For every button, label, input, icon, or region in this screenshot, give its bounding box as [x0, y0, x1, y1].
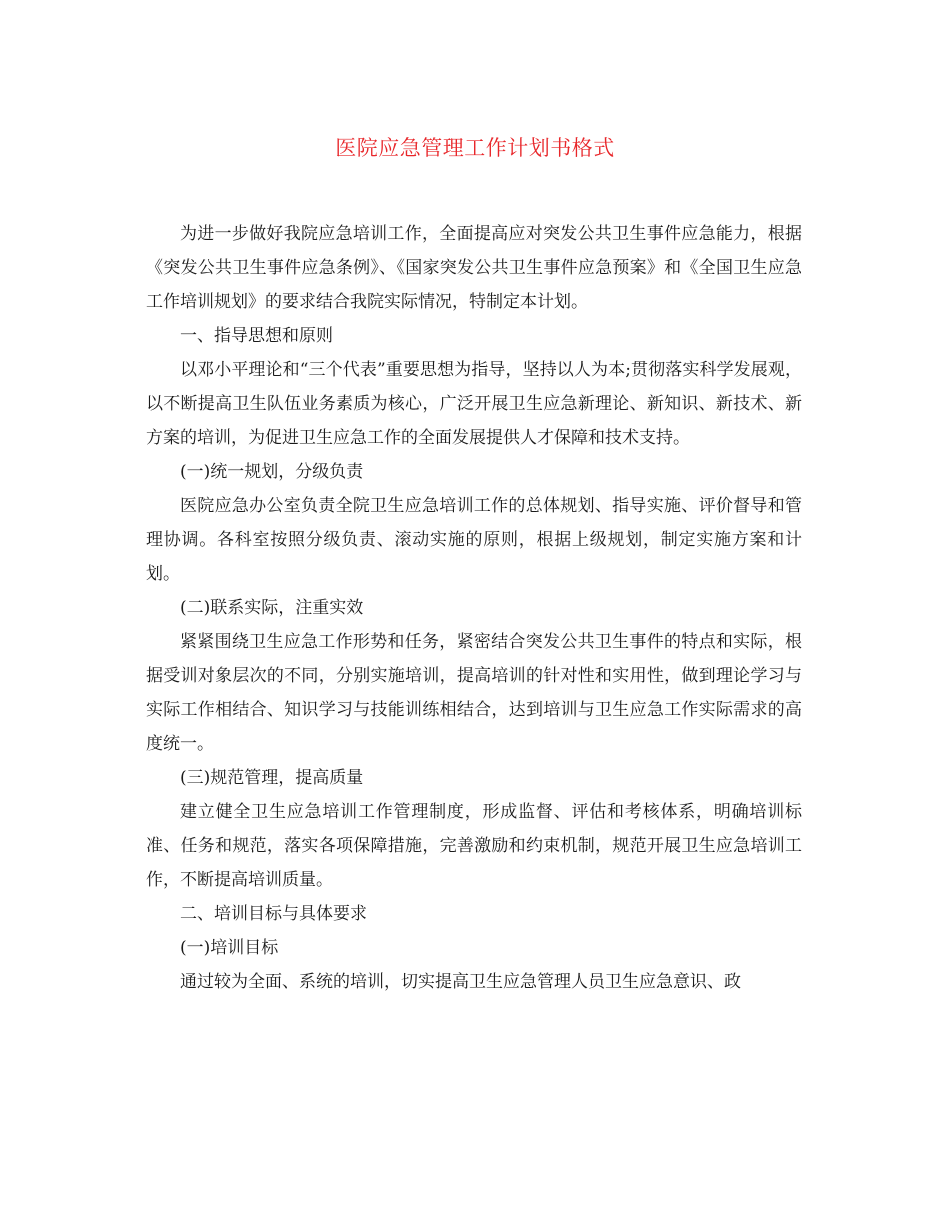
document-body: [146, 217, 802, 999]
subheading-practical-effect: (二)联系实际，注重实效: [180, 598, 364, 618]
paragraph-practical-effect: 紧紧围绕卫生应急工作形势和任务，紧密结合突发公共卫生事件的特点和实际，根据受训对象层次的不同，分别实施培训，提高培训的针对性和实用性，做到理论学习与实际工作相结合、知识学习与技能训练相结合，达到培训与卫生应急工作实际需求的高度统一。: [146, 632, 802, 754]
section-heading-guiding-principles: 一、指导思想和原则: [180, 326, 333, 346]
paragraph-standard-management: 建立健全卫生应急培训工作管理制度，形成监督、评估和考核体系，明确培训标准、任务和规范，落实各项保障措施，完善激励和约束机制，规范开展卫生应急培训工作，不断提高培训质量。: [146, 802, 802, 890]
paragraph-training-goal: 通过较为全面、系统的培训，切实提高卫生应急管理人员卫生应急意识、政: [180, 972, 741, 992]
document-title: 医院应急管理工作计划书格式: [335, 136, 615, 160]
subheading-standard-management: (三)规范管理，提高质量: [180, 768, 364, 788]
section-heading-training-goals: 二、培训目标与具体要求: [180, 904, 367, 924]
paragraph-guiding-ideology: 以邓小平理论和“三个代表”重要思想为指导，坚持以人为本;贯彻落实科学发展观，以不断提高卫生队伍业务素质为核心，广泛开展卫生应急新理论、新知识、新技术、新方案的培训，为促进卫生应急工作的全面发展提供人才保障和技术支持。: [146, 360, 802, 448]
paragraph-unified-planning: 医院应急办公室负责全院卫生应急培训工作的总体规划、指导实施、评价督导和管理协调。各科室按照分级负责、滚动实施的原则，根据上级规划，制定实施方案和计划。: [146, 496, 802, 584]
subheading-training-goal: (一)培训目标: [180, 938, 279, 958]
subheading-unified-planning: (一)统一规划，分级负责: [180, 462, 364, 482]
paragraph-intro: 为进一步做好我院应急培训工作，全面提高应对突发公共卫生事件应急能力，根据《突发公共卫生事件应急条例》、《国家突发公共卫生事件应急预案》和《全国卫生应急工作培训规划》的要求结合我院实际情况，特制定本计划。: [146, 224, 802, 312]
